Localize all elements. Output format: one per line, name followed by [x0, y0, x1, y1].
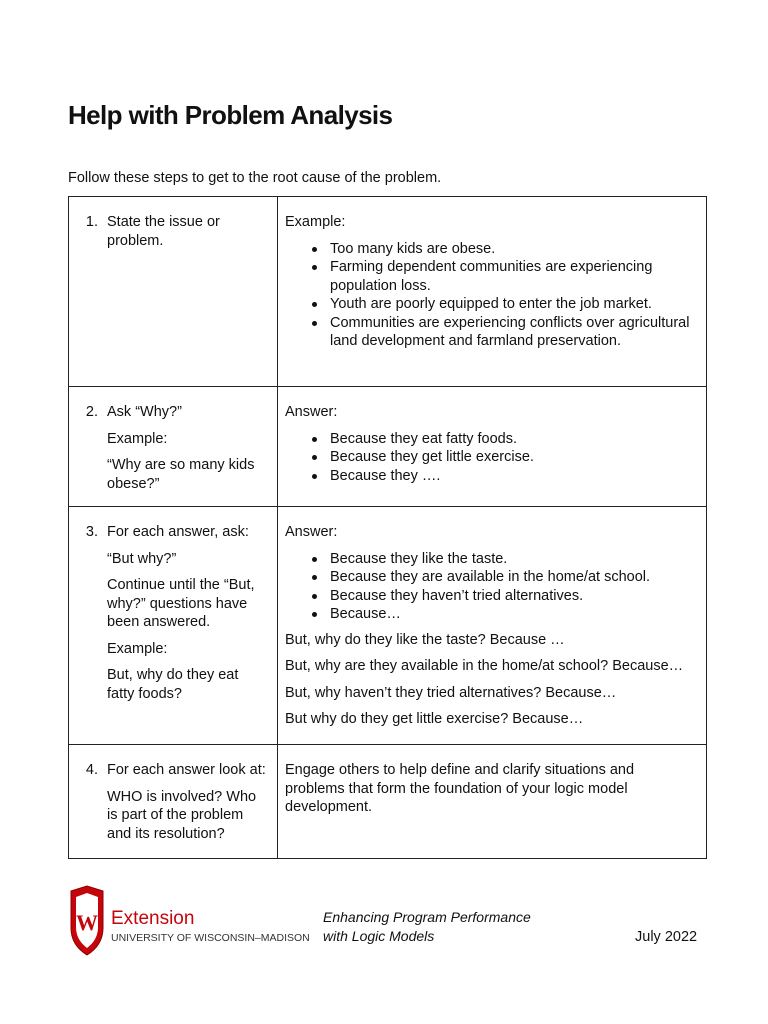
step-number: 4. [85, 762, 98, 778]
detail-cell [278, 197, 707, 387]
example-text: “Why are so many kids obese?” [107, 457, 255, 492]
list-item: Because they like the taste. [330, 550, 696, 569]
detail-cell [278, 387, 707, 507]
step-text: “But why?” [107, 550, 177, 567]
list-item: Communities are experiencing conflicts over agricultural land development and farmland preservation. [330, 314, 696, 351]
intro-text: Follow these steps to get to the root cause of the problem. [68, 170, 442, 186]
steps-table [68, 196, 707, 859]
step-text: Continue until the “But, why?” questions have been answered. [107, 577, 255, 630]
step-cell [69, 507, 278, 745]
uw-crest-logo [68, 884, 106, 961]
step-text: State the issue or problem. [107, 214, 220, 249]
list-item: Too many kids are obese. [330, 240, 696, 259]
answer-label: Answer: [285, 524, 338, 540]
step-cell [69, 745, 278, 859]
step-number: 2. [85, 404, 98, 420]
brand-university: UNIVERSITY OF WISCONSIN–MADISON [111, 932, 310, 944]
publication-line: Enhancing Program Performance [323, 909, 531, 925]
guidance-text: Engage others to help define and clarify situations and problems that form the foundation of your logic model development. [285, 762, 635, 815]
list-item: Farming dependent communities are experiencing population loss. [330, 258, 696, 295]
example-text: But, why do they eat fatty foods? [107, 667, 239, 702]
table-row [69, 387, 707, 507]
bullet-list [285, 240, 696, 351]
step-text: For each answer, ask: [107, 524, 249, 540]
detail-cell [278, 507, 707, 745]
followup-question: But why do they get little exercise? Because… [285, 711, 584, 727]
table-row [69, 197, 707, 387]
publication-date: July 2022 [635, 929, 698, 945]
followup-question: But, why do they like the taste? Because … [285, 631, 565, 648]
list-item: Because… [330, 605, 696, 624]
logo-letter: W [76, 910, 98, 935]
detail-cell [278, 745, 707, 859]
page-title: Help with Problem Analysis [68, 100, 393, 130]
step-number: 3. [85, 524, 98, 540]
step-text: WHO is involved? Who is part of the problem and its resolution? [107, 788, 257, 842]
list-item: Because they …. [330, 467, 696, 486]
followup-question: But, why are they available in the home/at school? Because… [285, 658, 684, 674]
publication-line: with Logic Models [323, 928, 435, 944]
bullet-list [285, 550, 696, 624]
step-cell [69, 197, 278, 387]
publication-title [323, 908, 531, 946]
list-item: Because they haven’t tried alternatives. [330, 587, 696, 606]
table-row [69, 745, 707, 859]
step-text: For each answer look at: [107, 762, 266, 778]
list-item: Because they get little exercise. [330, 448, 696, 467]
example-label: Example: [285, 214, 346, 230]
list-item: Because they are available in the home/at school. [330, 568, 696, 587]
table-row [69, 507, 707, 745]
example-label: Example: [107, 430, 168, 447]
list-item: Youth are poorly equipped to enter the job market. [330, 295, 696, 314]
brand-name: Extension [111, 908, 195, 929]
answer-label: Answer: [285, 404, 338, 420]
step-cell [69, 387, 278, 507]
step-number: 1. [85, 214, 98, 230]
step-text: Ask “Why?” [107, 404, 182, 420]
followup-question: But, why haven’t they tried alternatives? Because… [285, 684, 617, 701]
bullet-list [285, 430, 696, 486]
list-item: Because they eat fatty foods. [330, 430, 696, 449]
example-label: Example: [107, 640, 168, 657]
